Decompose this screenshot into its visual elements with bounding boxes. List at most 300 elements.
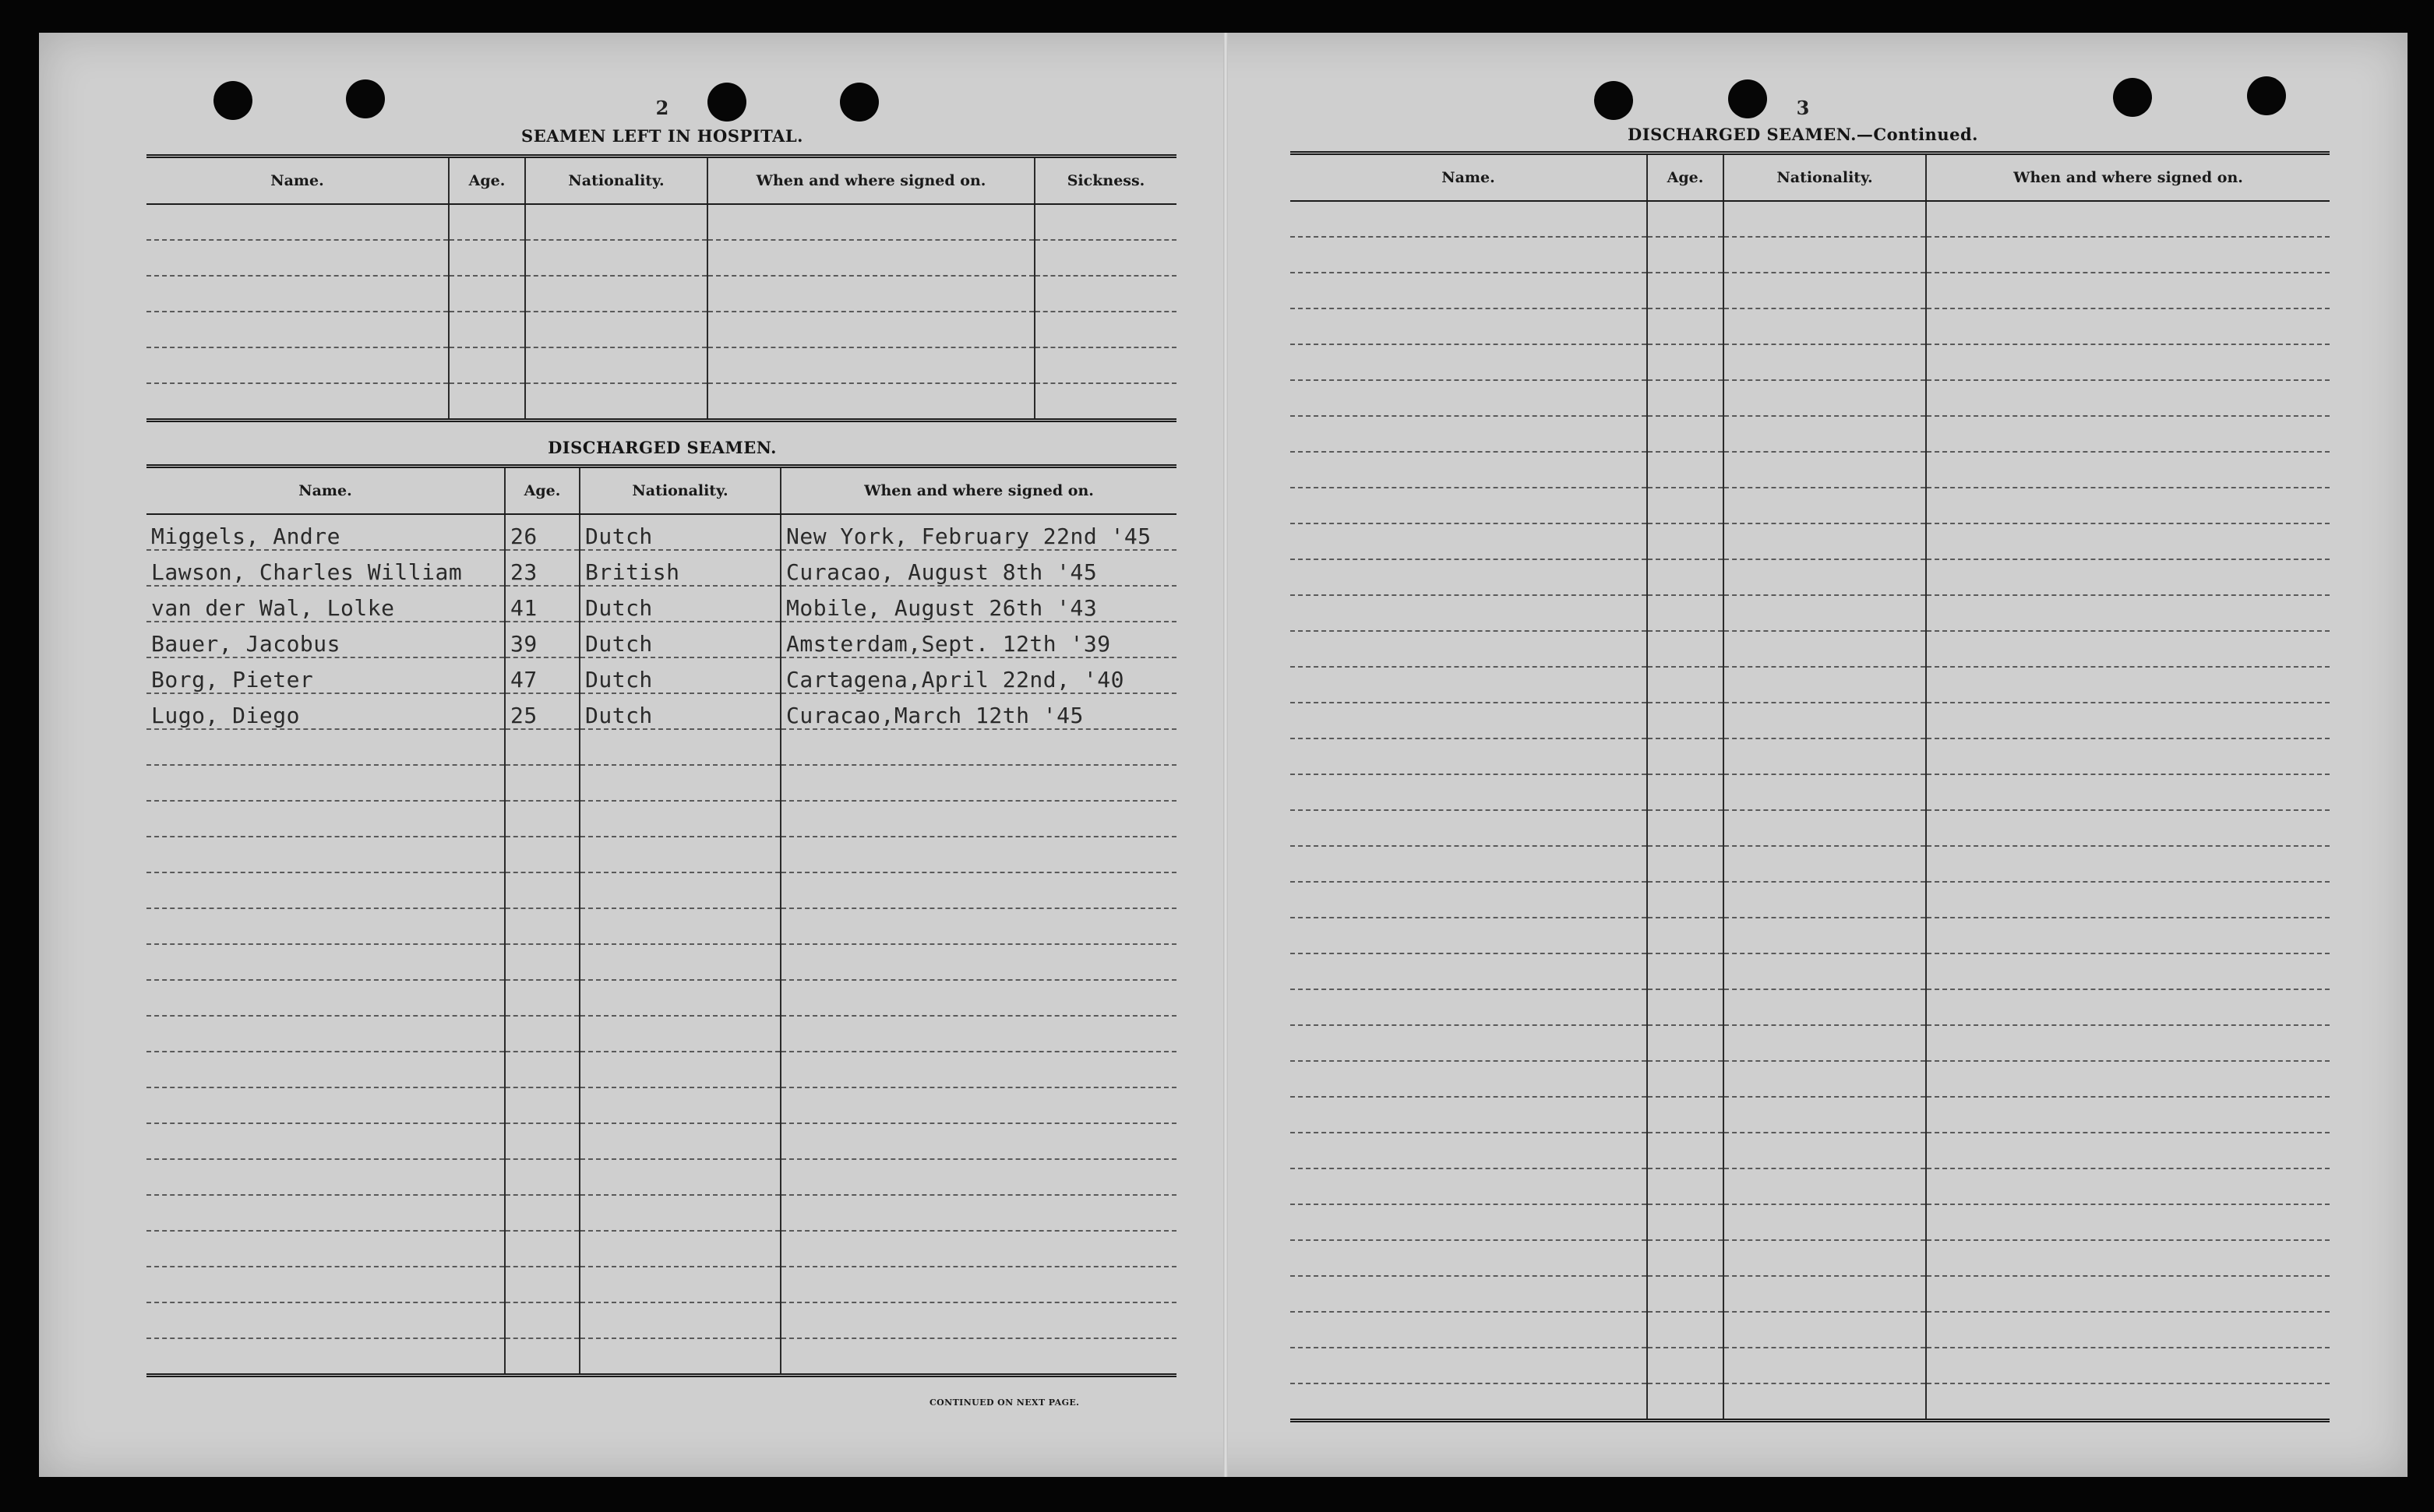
column-header-sickness: Sickness. (1035, 157, 1176, 205)
cell-age: 47 (505, 657, 580, 693)
table-row (146, 801, 1176, 837)
cell-signed-on (781, 1123, 1176, 1159)
cell-name (1290, 774, 1647, 810)
table-row (146, 586, 1176, 622)
table-row (1290, 488, 2330, 523)
column-header-age: Age. (449, 157, 525, 205)
cell-name (1290, 595, 1647, 631)
cell-name (146, 1159, 505, 1195)
table-row (146, 1267, 1176, 1302)
cell-nationality (580, 1016, 781, 1052)
cell-signed-on (1926, 1204, 2330, 1240)
cell-age (505, 908, 580, 944)
cell-signed-on (707, 240, 1035, 276)
column-header-age: Age. (1647, 153, 1723, 202)
cell-name: Bauer, Jacobus (146, 622, 505, 657)
table-row (1290, 452, 2330, 488)
cell-age (1647, 273, 1723, 308)
table-row (146, 944, 1176, 980)
table-row (1290, 1348, 2330, 1383)
cell-signed-on (1926, 1025, 2330, 1061)
cell-name (1290, 416, 1647, 452)
cell-signed-on (1926, 237, 2330, 273)
cell-nationality (580, 1338, 781, 1376)
table-row (1290, 703, 2330, 738)
cell-nationality (1723, 810, 1926, 846)
cell-age (1647, 380, 1723, 416)
cell-age (1647, 237, 1723, 273)
cell-name (146, 729, 505, 765)
cell-age (505, 1052, 580, 1087)
hospital-table (146, 154, 1176, 422)
cell-signed-on (1926, 918, 2330, 953)
document-sheet (39, 33, 2408, 1477)
punch-hole (213, 81, 252, 120)
table-row (1290, 595, 2330, 631)
cell-signed-on (1926, 344, 2330, 380)
cell-name: Borg, Pieter (146, 657, 505, 693)
cell-signed-on (707, 276, 1035, 312)
cell-signed-on (781, 1338, 1176, 1376)
cell-signed-on (1926, 452, 2330, 488)
cell-age (1647, 1383, 1723, 1421)
cell-age: 39 (505, 622, 580, 657)
table-row (1290, 1312, 2330, 1348)
cell-age (1647, 1133, 1723, 1168)
cell-sickness (1035, 240, 1176, 276)
cell-nationality (580, 1195, 781, 1231)
cell-name (1290, 882, 1647, 918)
cell-name (1290, 631, 1647, 667)
table-row (146, 837, 1176, 872)
cell-name: Lugo, Diego (146, 693, 505, 729)
table-row (146, 240, 1176, 276)
table-row (1290, 1061, 2330, 1097)
cell-nationality (580, 872, 781, 908)
cell-age (1647, 631, 1723, 667)
table-row (1290, 1383, 2330, 1421)
cell-age (449, 276, 525, 312)
cell-age (505, 1087, 580, 1123)
cell-age (1647, 559, 1723, 595)
table-row (1290, 953, 2330, 989)
cell-age (449, 347, 525, 383)
table-row (1290, 918, 2330, 953)
cell-nationality (580, 980, 781, 1016)
cell-nationality (1723, 1168, 1926, 1204)
punch-hole (707, 83, 746, 122)
cell-nationality (1723, 846, 1926, 882)
table-row (1290, 1097, 2330, 1133)
cell-signed-on (707, 347, 1035, 383)
cell-name (1290, 273, 1647, 308)
cell-name (146, 1231, 505, 1267)
cell-signed-on (781, 729, 1176, 765)
column-header-nationality: Nationality. (525, 157, 707, 205)
cell-name (1290, 344, 1647, 380)
cell-nationality (1723, 631, 1926, 667)
cell-nationality (580, 1159, 781, 1195)
table-row (1290, 559, 2330, 595)
cell-signed-on (1926, 523, 2330, 559)
cell-signed-on (781, 908, 1176, 944)
cell-nationality (525, 204, 707, 240)
cell-signed-on (1926, 1348, 2330, 1383)
cell-signed-on (1926, 989, 2330, 1025)
table-row (146, 908, 1176, 944)
cell-age (505, 944, 580, 980)
cell-name (1290, 1168, 1647, 1204)
table-row (1290, 1204, 2330, 1240)
table-row (146, 693, 1176, 729)
cell-nationality (580, 908, 781, 944)
table-row (146, 1302, 1176, 1338)
cell-age (449, 240, 525, 276)
table-row (1290, 846, 2330, 882)
cell-name (1290, 989, 1647, 1025)
cell-name (1290, 488, 1647, 523)
cell-age (1647, 1168, 1723, 1204)
cell-age (1647, 846, 1723, 882)
cell-signed-on (1926, 882, 2330, 918)
cell-name (1290, 380, 1647, 416)
column-header-signed-on: When and where signed on. (1926, 153, 2330, 202)
cell-age: 41 (505, 586, 580, 622)
table-row (1290, 237, 2330, 273)
table-row (1290, 882, 2330, 918)
cell-nationality (1723, 273, 1926, 308)
table-row (1290, 774, 2330, 810)
cell-signed-on (781, 1052, 1176, 1087)
cell-nationality (1723, 380, 1926, 416)
cell-age (449, 383, 525, 421)
table-row (146, 514, 1176, 550)
cell-name (1290, 703, 1647, 738)
cell-age (505, 1267, 580, 1302)
cell-sickness (1035, 312, 1176, 347)
cell-nationality (1723, 1097, 1926, 1133)
cell-name (1290, 237, 1647, 273)
left-page (101, 33, 1176, 1477)
cell-age (1647, 1348, 1723, 1383)
cell-name (1290, 559, 1647, 595)
cell-age (505, 1302, 580, 1338)
cell-signed-on (781, 765, 1176, 801)
cell-signed-on (781, 1231, 1176, 1267)
cell-nationality: Dutch (580, 514, 781, 550)
cell-sickness (1035, 276, 1176, 312)
cell-name (1290, 1383, 1647, 1421)
table-row (1290, 1168, 2330, 1204)
table-row (1290, 273, 2330, 308)
cell-nationality (1723, 774, 1926, 810)
cell-nationality (1723, 1061, 1926, 1097)
cell-age (449, 204, 525, 240)
cell-nationality (580, 1052, 781, 1087)
cell-age (449, 312, 525, 347)
cell-signed-on (1926, 1240, 2330, 1276)
table-row (1290, 523, 2330, 559)
table-row (1290, 989, 2330, 1025)
cell-signed-on: New York, February 22nd '45 (781, 514, 1176, 550)
cell-name (1290, 918, 1647, 953)
cell-nationality (1723, 416, 1926, 452)
cell-name (1290, 1097, 1647, 1133)
table-row (146, 1338, 1176, 1376)
cell-signed-on (1926, 1276, 2330, 1312)
cell-age (1647, 738, 1723, 774)
cell-nationality (580, 1267, 781, 1302)
cell-signed-on (1926, 774, 2330, 810)
cell-name (1290, 308, 1647, 344)
cell-age (1647, 774, 1723, 810)
cell-signed-on (781, 801, 1176, 837)
cell-nationality: Dutch (580, 586, 781, 622)
cell-name (146, 765, 505, 801)
cell-nationality (1723, 1240, 1926, 1276)
cell-sickness (1035, 383, 1176, 421)
cell-nationality (580, 1087, 781, 1123)
cell-age (1647, 201, 1723, 237)
cell-nationality (580, 944, 781, 980)
table-row (146, 1231, 1176, 1267)
hospital-section-title: SEAMEN LEFT IN HOSPITAL. (521, 126, 803, 146)
punch-hole (1594, 81, 1633, 120)
table-row (1290, 416, 2330, 452)
cell-name (1290, 523, 1647, 559)
cell-nationality (1723, 237, 1926, 273)
cell-nationality (580, 1302, 781, 1338)
cell-signed-on: Curacao, August 8th '45 (781, 550, 1176, 586)
cell-nationality (1723, 882, 1926, 918)
cell-age (1647, 416, 1723, 452)
right-discharged-table (1290, 151, 2330, 1422)
table-row (1290, 344, 2330, 380)
cell-age: 23 (505, 550, 580, 586)
table-row (146, 347, 1176, 383)
table-row (146, 383, 1176, 421)
cell-name (146, 1052, 505, 1087)
cell-signed-on (1926, 1168, 2330, 1204)
cell-name (1290, 1276, 1647, 1312)
table-row (146, 657, 1176, 693)
cell-nationality (580, 765, 781, 801)
cell-sickness (1035, 347, 1176, 383)
cell-nationality (580, 801, 781, 837)
cell-nationality (1723, 1348, 1926, 1383)
cell-age (1647, 523, 1723, 559)
cell-nationality (1723, 667, 1926, 703)
cell-nationality (1723, 703, 1926, 738)
cell-signed-on (1926, 703, 2330, 738)
punch-hole (2247, 76, 2286, 115)
cell-age (1647, 1312, 1723, 1348)
cell-signed-on (1926, 953, 2330, 989)
cell-signed-on (1926, 308, 2330, 344)
cell-signed-on (1926, 1097, 2330, 1133)
cell-signed-on (707, 312, 1035, 347)
cell-nationality (1723, 989, 1926, 1025)
cell-name (146, 1302, 505, 1338)
cell-age (505, 872, 580, 908)
cell-signed-on (781, 980, 1176, 1016)
center-fold (1223, 33, 1228, 1477)
cell-name (1290, 1240, 1647, 1276)
cell-name (146, 204, 449, 240)
cell-age (505, 1195, 580, 1231)
cell-age (505, 837, 580, 872)
cell-signed-on (781, 1087, 1176, 1123)
cell-nationality (1723, 488, 1926, 523)
cell-name (146, 1195, 505, 1231)
table-row (1290, 667, 2330, 703)
cell-name (1290, 738, 1647, 774)
discharged-section-title: DISCHARGED SEAMEN. (548, 438, 777, 457)
cell-signed-on (1926, 1383, 2330, 1421)
cell-nationality (525, 240, 707, 276)
cell-sickness (1035, 204, 1176, 240)
cell-name (146, 872, 505, 908)
cell-name (146, 1267, 505, 1302)
discharged-table (146, 464, 1176, 1377)
cell-signed-on: Cartagena,April 22nd, '40 (781, 657, 1176, 693)
cell-nationality (1723, 308, 1926, 344)
cell-signed-on (707, 204, 1035, 240)
cell-name (1290, 810, 1647, 846)
cell-name (1290, 1312, 1647, 1348)
cell-age (1647, 918, 1723, 953)
cell-signed-on (781, 1159, 1176, 1195)
cell-signed-on (781, 837, 1176, 872)
cell-age (1647, 595, 1723, 631)
cell-age (505, 980, 580, 1016)
table-row (146, 872, 1176, 908)
punch-hole (346, 79, 385, 118)
cell-signed-on (1926, 595, 2330, 631)
cell-signed-on: Mobile, August 26th '43 (781, 586, 1176, 622)
table-row (1290, 1240, 2330, 1276)
cell-name (146, 837, 505, 872)
cell-age (505, 729, 580, 765)
cell-age (1647, 452, 1723, 488)
cell-age (1647, 667, 1723, 703)
cell-name: Lawson, Charles William (146, 550, 505, 586)
cell-signed-on (707, 383, 1035, 421)
cell-nationality (1723, 201, 1926, 237)
table-row (146, 550, 1176, 586)
cell-signed-on (781, 872, 1176, 908)
table-row (1290, 1025, 2330, 1061)
cell-signed-on (1926, 1133, 2330, 1168)
cell-name (146, 240, 449, 276)
column-header-name: Name. (146, 157, 449, 205)
cell-nationality (1723, 1312, 1926, 1348)
table-row (146, 622, 1176, 657)
cell-age (505, 1159, 580, 1195)
cell-signed-on (1926, 273, 2330, 308)
cell-nationality: Dutch (580, 693, 781, 729)
table-row (1290, 1276, 2330, 1312)
cell-nationality (580, 1231, 781, 1267)
cell-nationality (580, 1123, 781, 1159)
table-row (1290, 201, 2330, 237)
cell-age: 25 (505, 693, 580, 729)
table-row (1290, 738, 2330, 774)
column-header-signed-on: When and where signed on. (781, 467, 1176, 515)
cell-signed-on: Amsterdam,Sept. 12th '39 (781, 622, 1176, 657)
cell-age (1647, 953, 1723, 989)
cell-name (146, 383, 449, 421)
table-row (146, 1016, 1176, 1052)
cell-age (505, 765, 580, 801)
cell-nationality (1723, 1133, 1926, 1168)
cell-signed-on (1926, 201, 2330, 237)
column-header-nationality: Nationality. (1723, 153, 1926, 202)
cell-nationality: Dutch (580, 657, 781, 693)
cell-signed-on (781, 1195, 1176, 1231)
cell-signed-on (1926, 559, 2330, 595)
cell-signed-on (1926, 1312, 2330, 1348)
cell-age (1647, 488, 1723, 523)
page-number: 2 (655, 97, 669, 119)
right-section-title: DISCHARGED SEAMEN.—Continued. (1628, 125, 1978, 144)
cell-nationality (1723, 1276, 1926, 1312)
column-header-nationality: Nationality. (580, 467, 781, 515)
cell-nationality (580, 837, 781, 872)
column-header-signed-on: When and where signed on. (707, 157, 1035, 205)
cell-age: 26 (505, 514, 580, 550)
page-number: 3 (1796, 97, 1810, 119)
table-row (1290, 810, 2330, 846)
cell-age (1647, 989, 1723, 1025)
cell-name (146, 1087, 505, 1123)
table-row (146, 765, 1176, 801)
table-row (1290, 1133, 2330, 1168)
cell-age (1647, 344, 1723, 380)
cell-name (146, 944, 505, 980)
cell-name (146, 276, 449, 312)
right-page (1286, 33, 2369, 1477)
cell-nationality (1723, 918, 1926, 953)
cell-name (146, 1123, 505, 1159)
cell-signed-on (1926, 738, 2330, 774)
cell-nationality: British (580, 550, 781, 586)
cell-age (1647, 308, 1723, 344)
cell-age (1647, 1025, 1723, 1061)
cell-age (505, 1123, 580, 1159)
cell-age (1647, 1240, 1723, 1276)
table-row (146, 1052, 1176, 1087)
cell-nationality (525, 347, 707, 383)
cell-name: van der Wal, Lolke (146, 586, 505, 622)
punch-hole (1728, 79, 1767, 118)
cell-age (1647, 1061, 1723, 1097)
cell-nationality (1723, 344, 1926, 380)
cell-name (1290, 1025, 1647, 1061)
cell-age (505, 1231, 580, 1267)
cell-name: Miggels, Andre (146, 514, 505, 550)
punch-hole (2113, 78, 2152, 117)
column-header-name: Name. (146, 467, 505, 515)
cell-signed-on (781, 1016, 1176, 1052)
cell-name (1290, 452, 1647, 488)
cell-age (505, 801, 580, 837)
cell-nationality (1723, 738, 1926, 774)
cell-name (146, 1338, 505, 1376)
cell-name (146, 347, 449, 383)
cell-nationality (1723, 523, 1926, 559)
cell-age (1647, 1097, 1723, 1133)
